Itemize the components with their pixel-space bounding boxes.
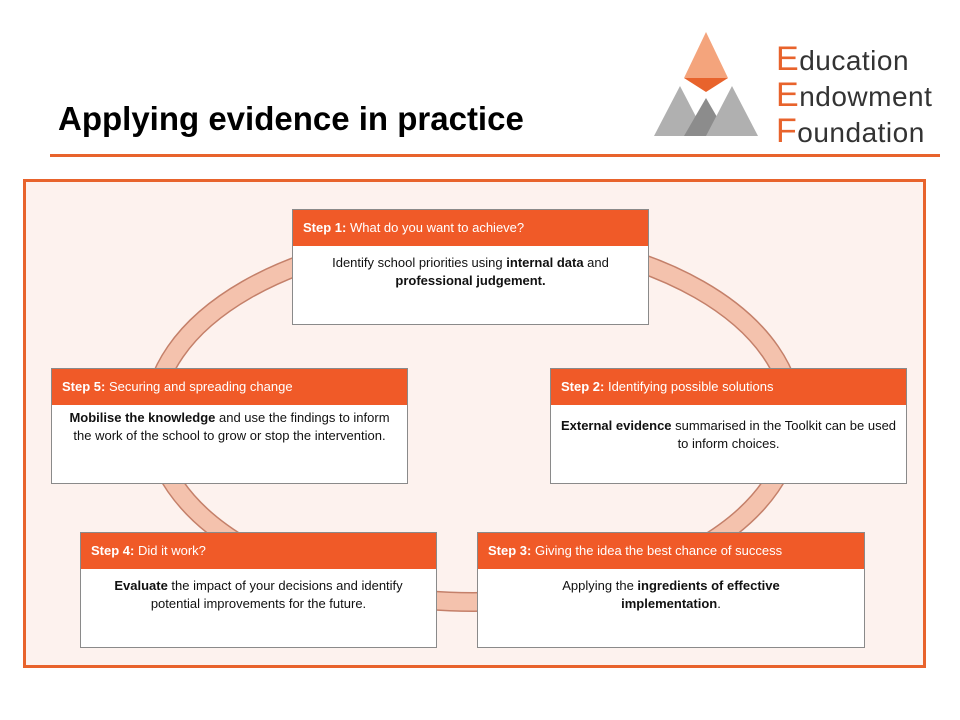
step-4-text (81, 569, 436, 613)
step-4-header: Step 4: Did it work? (81, 533, 436, 569)
step-2-text (551, 405, 906, 453)
triangle-logo-icon (650, 28, 770, 143)
step-3-text (478, 569, 864, 613)
logo-line-2: Endowment (776, 76, 933, 114)
step-text-run: ingredients of effective implementation (621, 578, 780, 611)
step-5-text (52, 405, 407, 445)
step-text-run: and (583, 255, 609, 270)
step-text-run: professional judgement. (395, 273, 546, 288)
step-1-text (293, 246, 648, 290)
step-4-card (80, 532, 437, 648)
step-text-run: summarised in the Toolkit can be used to inform choices. (671, 418, 897, 451)
logo-line-1: Education (776, 40, 910, 78)
step-text-run: and use the findings to inform the work of the school to grow or stop the intervention. (73, 410, 390, 443)
step-2-card (550, 368, 907, 484)
cycle-panel (23, 179, 926, 668)
step-5-card (51, 368, 408, 484)
page-title: Applying evidence in practice (58, 100, 524, 137)
eef-logo (650, 28, 950, 148)
step-1-header: Step 1: What do you want to achieve? (293, 210, 648, 246)
step-1-card (292, 209, 649, 325)
step-text-run: Mobilise the knowledge (69, 410, 216, 425)
step-text-run: . (717, 596, 721, 611)
step-3-card (477, 532, 865, 648)
step-text-run: the impact of your decisions and identify potential improvements for the future. (150, 578, 403, 611)
step-text-run: Evaluate (114, 578, 168, 593)
step-2-header: Step 2: Identifying possible solutions (551, 369, 906, 405)
step-text-run: Applying the (562, 578, 638, 593)
step-text-run: Identify school priorities using (332, 255, 507, 270)
step-5-header: Step 5: Securing and spreading change (52, 369, 407, 405)
logo-line-3: Foundation (776, 112, 925, 150)
step-text-run: External evidence (560, 418, 672, 433)
step-text-run: internal data (506, 255, 584, 270)
title-underline (50, 154, 940, 157)
step-3-header: Step 3: Giving the idea the best chance of success (478, 533, 864, 569)
